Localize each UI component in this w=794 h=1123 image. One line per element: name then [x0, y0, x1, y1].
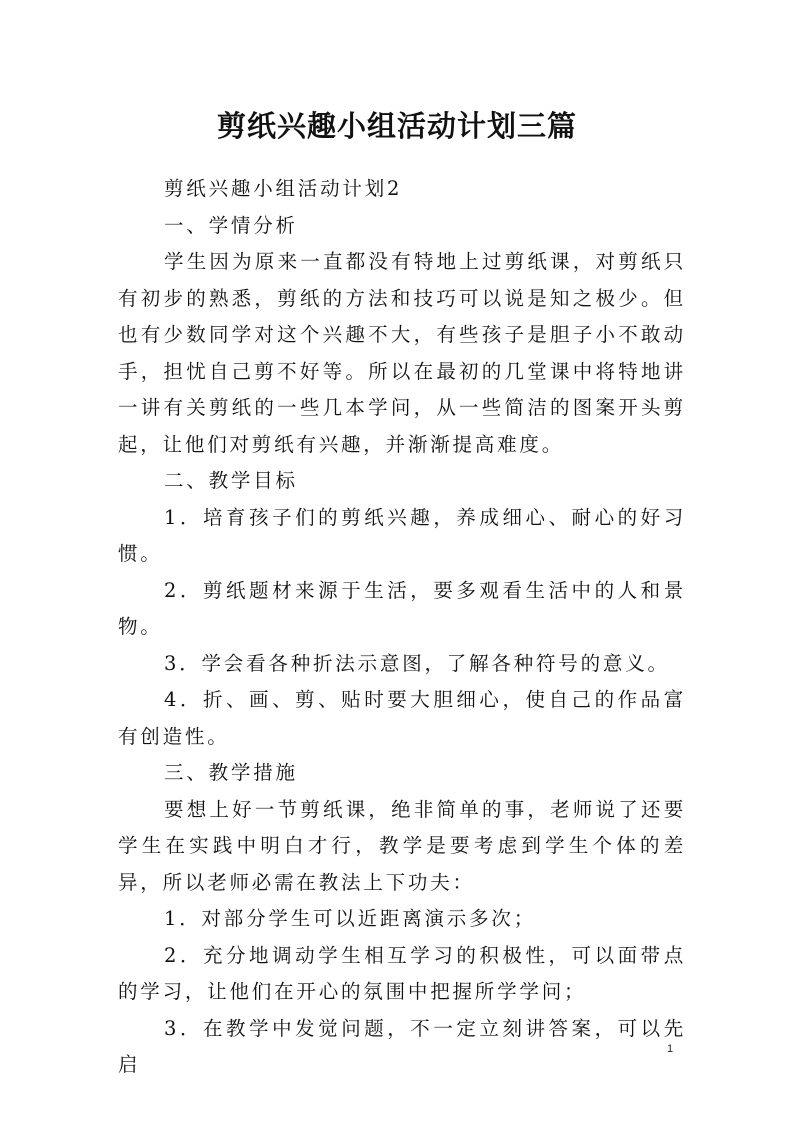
goal-item-1: 1．培育孩子们的剪纸兴趣，养成细心、耐心的好习惯。	[118, 505, 686, 565]
goal-item-4: 4．折、画、剪、贴时要大胆细心，使自己的作品富有创造性。	[118, 688, 686, 748]
section-heading-3: 三、教学措施	[164, 761, 298, 784]
page-number: 1	[667, 1043, 674, 1055]
section-heading-2: 二、教学目标	[164, 469, 298, 492]
measure-item-3: 3．在教学中发觉问题，不一定立刻讲答案，可以先启	[118, 1016, 686, 1076]
paragraph-learning-analysis: 学生因为原来一直都没有特地上过剪纸课，对剪纸只有初步的熟悉，剪纸的方法和技巧可以说是知之极少。但也有少数同学对这个兴趣不大，有些孩子是胆子小不敢动手，担忧自己剪不好等。所以在最初的几堂课中将特地讲一讲有关剪纸的一些几本学问，从一些简洁的图案开头剪起，让他们对剪纸有兴趣，并渐渐提高难度。	[118, 250, 686, 456]
section-heading-1: 一、学情分析	[164, 213, 298, 237]
goal-item-2: 2．剪纸题材来源于生活，要多观看生活中的人和景物。	[118, 578, 686, 638]
goal-item-3: 3．学会看各种折法示意图，了解各种符号的意义。	[164, 651, 670, 675]
subtitle: 剪纸兴趣小组活动计划2	[164, 177, 403, 200]
measure-item-1: 1．对部分学生可以近距离演示多次；	[164, 907, 537, 930]
measure-item-2: 2．充分地调动学生相互学习的积极性，可以面带点的学习，让他们在开心的氛围中把握所学学问；	[118, 943, 686, 1003]
document-body	[118, 171, 686, 1084]
paragraph-teaching-measures: 要想上好一节剪纸课，绝非简单的事，老师说了还要学生在实践中明白才行，教学是要考虑到学生个体的差异，所以老师必需在教法上下功夫：	[118, 797, 686, 894]
document-title: 剪纸兴趣小组活动计划三篇	[216, 109, 577, 143]
